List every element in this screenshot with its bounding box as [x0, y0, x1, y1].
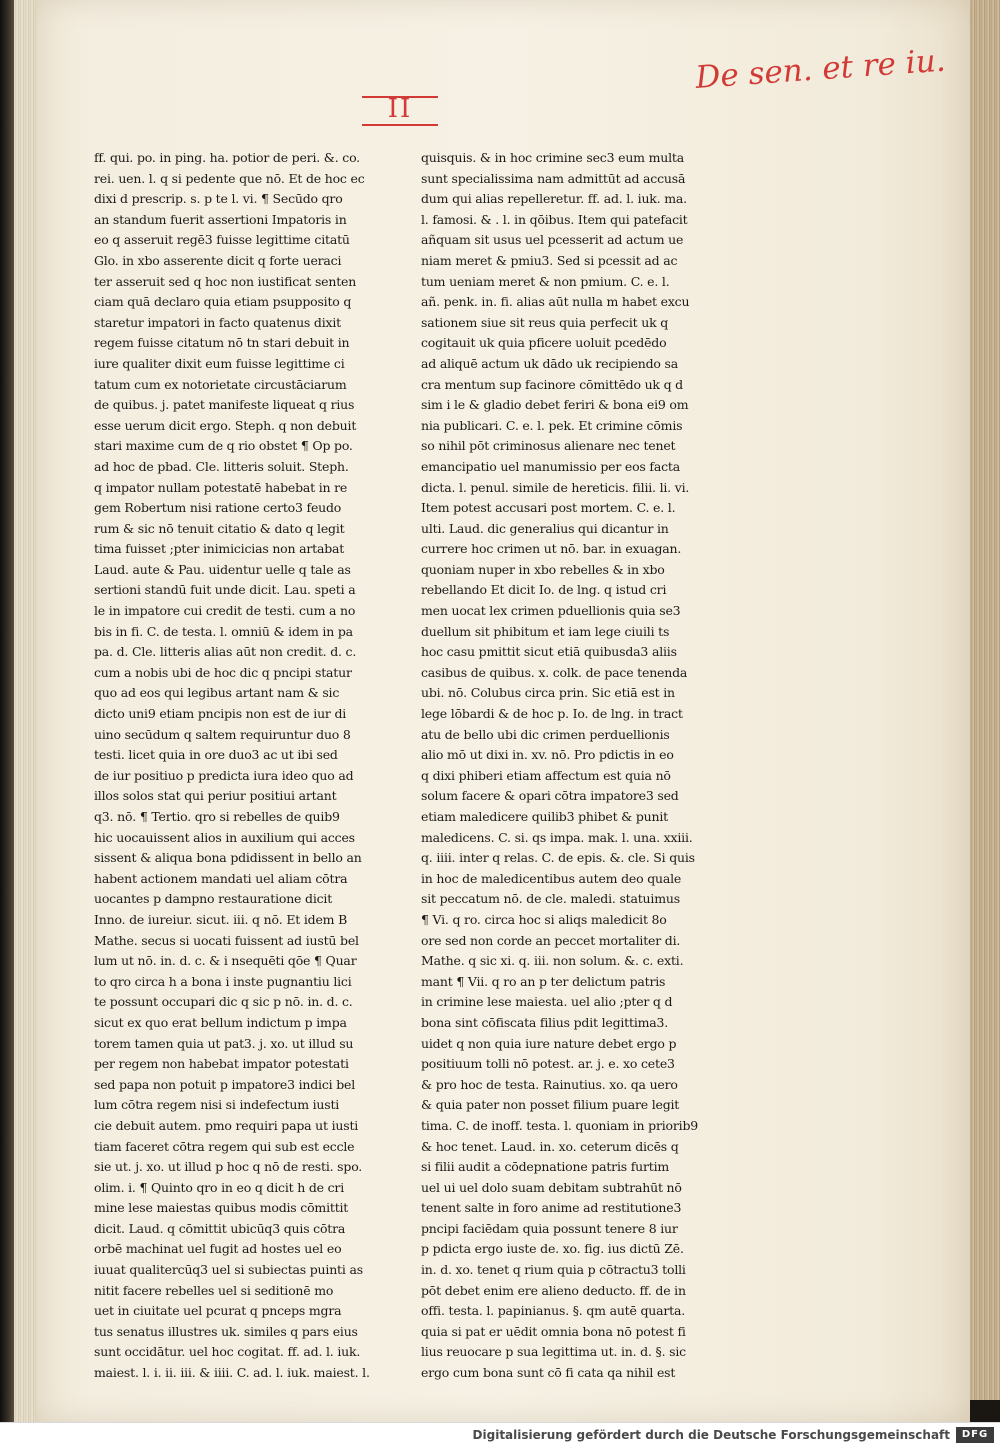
- text-line: atu de bello ubi dic crimen perduellionis: [421, 726, 670, 742]
- text-line: tatum cum ex notorietate circustāciarum: [94, 376, 347, 392]
- text-line: orbē machinat uel fugit ad hostes uel eo: [94, 1241, 342, 1257]
- text-line: currere hoc crimen ut nō. bar. in exuagan.: [421, 541, 682, 557]
- text-line: iuuat qualitercūq3 uel si subiectas puinti as: [94, 1262, 363, 1278]
- text-line: ulti. Laud. dic generalius qui dicantur in: [421, 520, 669, 536]
- text-line: cum a nobis ubi de hoc dic q pncipi statur: [94, 664, 352, 680]
- text-line: ciam quā declaro quia etiam psupposito q: [94, 294, 352, 310]
- text-line: etiam maledicere quilib3 phibet & punit: [421, 809, 668, 824]
- text-line: stari maxime cum de q rio obstet ¶ Op po.: [94, 438, 353, 454]
- text-line: rum & sic nō tenuit citatio & dato q legit: [94, 520, 345, 536]
- text-line: Laud. aute & Pau. uidentur uelle q tale as: [94, 561, 351, 577]
- text-line: lum cōtra regem nisi si indefectum iusti: [94, 1097, 340, 1113]
- right-page-edges: [969, 0, 1000, 1400]
- text-line: sed papa non potuit p impatore3 indici bel: [94, 1076, 356, 1092]
- text-line: mant ¶ Vii. q ro an p ter delictum patris: [421, 973, 666, 989]
- text-line: rebellando Et dicit Io. de lng. q istud cri: [421, 582, 667, 598]
- folio-number: [362, 92, 438, 132]
- text-line: tenent salte in foro anime ad restitutione3: [421, 1200, 682, 1216]
- text-line: hic uocauissent alios in auxilium qui acces: [94, 829, 355, 845]
- text-line: pa. d. Cle. litteris alias aūt non credit. d. c.: [94, 644, 357, 660]
- text-line: añ. penk. in. fi. alias aūt nulla m habet excu: [421, 294, 690, 310]
- text-line: iure qualiter dixit eum fuisse legittime ci: [94, 355, 345, 371]
- text-line: Mathe. secus si uocati fuissent ad iustū bel: [94, 932, 359, 948]
- text-line: cie debuit autem. pmo requiri papa ut iusti: [94, 1117, 359, 1133]
- folio-label: II: [387, 94, 413, 124]
- text-line: ¶ Vi. q ro. circa hoc si aliqs maledicit 8o: [421, 911, 667, 927]
- text-line: staretur impatori in facto quatenus dixit: [94, 314, 341, 330]
- text-line: Inno. de iureiur. sicut. iii. q nō. Et idem B: [94, 911, 348, 927]
- text-line: bona sint cōfiscata filius pdit legittima3.: [421, 1014, 669, 1030]
- text-line: nitit facere rebelles uel si seditionē mo: [94, 1282, 334, 1298]
- text-line: lius reuocare p sua legittima ut. in. d. §. sic: [421, 1344, 686, 1360]
- text-line: p pdicta ergo iuste de. xo. fig. ius dictū Zē.: [421, 1241, 684, 1257]
- text-line: quo ad eos qui legibus artant nam & sic: [94, 685, 340, 701]
- text-line: regem fuisse citatum nō tn stari debuit in: [94, 335, 350, 351]
- text-line: añquam sit usus uel pcesserit ad actum ue: [421, 232, 684, 248]
- text-line: de quibus. j. patet manifeste liqueat q rius: [94, 397, 355, 413]
- text-line: nia publicari. C. e. l. pek. Et crimine cōmis: [421, 417, 683, 433]
- text-line: uidet q non quia iure nature debet ergo p: [421, 1035, 677, 1051]
- text-line: habent actionem mandati uel aliam cōtra: [94, 870, 348, 886]
- text-line: tima fuisset ;pter inimicicias non artabat: [94, 541, 345, 557]
- text-line: cogitauit uk quia pficere uoluit pcedēdo: [421, 335, 667, 351]
- text-line: quisquis. & in hoc crimine sec3 eum multa: [421, 150, 684, 165]
- text-line: niam meret & pmiu3. Sed si pcessit ad ac: [421, 252, 678, 268]
- text-line: dicto uni9 etiam pncipis non est de iur di: [94, 706, 347, 722]
- text-line: gem Robertum nisi ratione certo3 feudo: [94, 500, 342, 516]
- text-line: lege lōbardi & de hoc p. Io. de lng. in tract: [421, 706, 683, 722]
- text-line: an standum fuerit assertioni Impatoris in: [94, 211, 347, 227]
- text-line: q impator nullam potestatē habebat in re: [94, 479, 348, 495]
- text-line: uet in ciuitate uel pcurat q pnceps mgra: [94, 1303, 342, 1319]
- text-line: positiuum tolli nō potest. ar. j. e. xo cete3: [421, 1056, 675, 1072]
- text-line: cra mentum sup facinore cōmittēdo uk q d: [421, 376, 683, 392]
- text-line: sertioni standū fuit unde dicit. Lau. speti a: [94, 582, 356, 598]
- text-line: in. d. xo. tenet q rium quia p cōtractu3 tolli: [421, 1262, 686, 1278]
- text-line: Mathe. q sic xi. q. iii. non solum. &. c. exti.: [421, 953, 684, 969]
- running-head: De sen. et re iu.: [694, 42, 947, 96]
- text-line: maledicens. C. si. qs impa. mak. l. una. xxiii.: [421, 829, 693, 845]
- text-line: sie ut. j. xo. ut illud p hoc q nō de resti. spo.: [94, 1159, 363, 1175]
- text-line: eo q asseruit regē3 fuisse legittime citatū: [94, 232, 350, 248]
- text-line: per regem non habebat impator potestati: [94, 1056, 349, 1072]
- text-line: & hoc tenet. Laud. in. xo. ceterum dicēs q: [421, 1138, 679, 1154]
- text-line: offi. testa. l. papinianus. §. qm autē quarta.: [421, 1303, 685, 1319]
- text-line: uino secūdum q saltem requiruntur duo 8: [94, 726, 351, 742]
- text-line: maiest. l. i. ii. iii. & iiii. C. ad. l. iuk. maiest. l.: [94, 1365, 370, 1381]
- text-line: casibus de quibus. x. colk. de pace tenenda: [421, 664, 688, 680]
- book-gutter: [0, 0, 14, 1447]
- text-line: in hoc de maledicentibus autem deo quale: [421, 870, 682, 886]
- text-line: dixi d prescrip. s. p te l. vi. ¶ Secūdo qro: [94, 191, 343, 207]
- text-line: men uocat lex crimen pduellionis quia se3: [421, 603, 681, 619]
- text-line: sunt occidātur. uel hoc cogitat. ff. ad. l. iuk.: [94, 1344, 361, 1360]
- text-line: tima. C. de inoff. testa. l. quoniam in priorib9: [421, 1117, 698, 1133]
- footer-credit: Digitalisierung gefördert durch die Deutsche Forschungsgemeinschaft: [472, 1428, 950, 1442]
- text-line: pncipi faciēdam quia possunt tenere 8 iur: [421, 1220, 678, 1236]
- text-line: ter asseruit sed q hoc non iustificat senten: [94, 273, 357, 289]
- text-line: alio mō ut dixi in. xv. nō. Pro pdictis in eo: [421, 747, 674, 763]
- text-line: uocantes p dampno restauratione dicit: [94, 891, 333, 907]
- text-line: si filii audit a cōdepnatione patris furtim: [421, 1159, 670, 1175]
- text-line: to qro circa h a bona i inste pugnantiu lici: [94, 973, 352, 989]
- folio-rule-bottom: [362, 124, 438, 126]
- text-line: illos solos stat qui periur positiui artant: [94, 788, 337, 804]
- text-line: sicut ex quo erat bellum indictum p impa: [94, 1014, 347, 1030]
- text-column-right: [421, 148, 713, 1384]
- text-line: torem tamen quia ut pat3. j. xo. ut illud su: [94, 1035, 354, 1051]
- text-line: pōt debet enim ere alieno deducto. ff. de in: [421, 1282, 686, 1298]
- text-line: q dixi phiberi etiam affectum est quia nō: [421, 767, 671, 783]
- text-line: de iur positiuo p predicta iura ideo quo ad: [94, 767, 354, 783]
- text-line: olim. i. ¶ Quinto qro in eo q dicit h de cri: [94, 1179, 344, 1195]
- text-line: Item potest accusari post mortem. C. e. l.: [421, 500, 676, 516]
- text-line: ad aliquē actum uk dādo uk recipiendo sa: [421, 355, 678, 371]
- text-line: & pro hoc de testa. Rainutius. xo. qa uero: [421, 1076, 678, 1092]
- text-line: dicta. l. penul. simile de hereticis. filii. li. vi.: [421, 479, 690, 495]
- footer-bar: [0, 1422, 1000, 1448]
- text-line: emancipatio uel manumissio per eos facta: [421, 458, 680, 474]
- text-line: dum qui alias repelleretur. ff. ad. l. iuk. ma.: [421, 191, 687, 207]
- text-line: quia si pat er uēdit omnia bona nō potest fi: [421, 1323, 686, 1339]
- text-line: Glo. in xbo asserente dicit q forte ueraci: [94, 252, 342, 268]
- text-line: tus senatus illustres uk. similes q pars eius: [94, 1323, 358, 1339]
- text-line: quoniam nuper in xbo rebelles & in xbo: [421, 561, 665, 577]
- text-line: q. iiii. inter q relas. C. de epis. &. cle. Si quis: [421, 850, 695, 866]
- text-line: ore sed non corde an peccet mortaliter di.: [421, 932, 681, 948]
- text-column-left: [94, 148, 384, 1384]
- text-line: lum ut nō. in. d. c. & i nsequēti qōe ¶ Quar: [94, 953, 357, 969]
- text-line: le in impatore cui credit de testi. cum a no: [94, 603, 356, 619]
- text-line: q3. nō. ¶ Tertio. qro si rebelles de quib9: [94, 809, 340, 824]
- text-line: bis in fi. C. de testa. l. omniū & idem in pa: [94, 623, 353, 639]
- text-line: ad hoc de pbad. Cle. litteris soluit. Steph.: [94, 458, 349, 474]
- text-line: sim i le & gladio debet feriri & bona ei9 om: [421, 397, 689, 413]
- text-line: te possunt occupari dic q sic p nō. in. d. c.: [94, 994, 353, 1010]
- text-line: so nihil pōt criminosus alienare nec tenet: [421, 438, 676, 454]
- text-line: tum ueniam meret & non pmium. C. e. l.: [421, 273, 670, 289]
- text-line: hoc casu pmittit sicut etiā quibusda3 aliis: [421, 644, 677, 660]
- left-page-edges: [14, 0, 36, 1430]
- text-line: & quia pater non posset filium puare legit: [421, 1097, 680, 1113]
- text-line: mine lese maiestas quibus modis cōmittit: [94, 1200, 349, 1216]
- text-line: testi. licet quia in ore duo3 ac ut ibi sed: [94, 747, 338, 763]
- text-line: ubi. nō. Colubus circa prin. Sic etiā est in: [421, 685, 675, 701]
- text-line: rei. uen. l. q si pedente que nō. Et de hoc ec: [94, 170, 365, 186]
- text-line: ff. qui. po. in ping. ha. potior de peri. &. co.: [94, 150, 360, 165]
- text-line: esse uerum dicit ergo. Steph. q non debuit: [94, 417, 357, 433]
- text-line: sationem siue sit reus quia perfecit uk q: [421, 314, 669, 330]
- text-line: ergo cum bona sunt cō fi cata qa nihil est: [421, 1365, 676, 1381]
- text-line: l. famosi. & . l. in qōibus. Item qui patefacit: [421, 211, 688, 227]
- text-line: tiam faceret cōtra regem qui sub est eccle: [94, 1138, 355, 1154]
- text-line: sunt specialissima nam admittūt ad accusā: [421, 170, 686, 186]
- text-line: dicit. Laud. q cōmittit ubicūq3 quis cōtra: [94, 1220, 346, 1236]
- text-line: sissent & aliqua bona pdidissent in bello an: [94, 850, 362, 866]
- text-line: sit peccatum nō. de cle. maledi. statuimus: [421, 891, 680, 907]
- dfg-logo: DFG: [956, 1427, 994, 1443]
- text-line: uel ui uel dolo suam debitam subtrahūt nō: [421, 1179, 682, 1195]
- text-line: duellum sit phibitum et iam lege ciuili ts: [421, 623, 670, 639]
- text-line: solum facere & opari cōtra impatore3 sed: [421, 788, 679, 804]
- text-line: in crimine lese maiesta. uel alio ;pter q d: [421, 994, 673, 1010]
